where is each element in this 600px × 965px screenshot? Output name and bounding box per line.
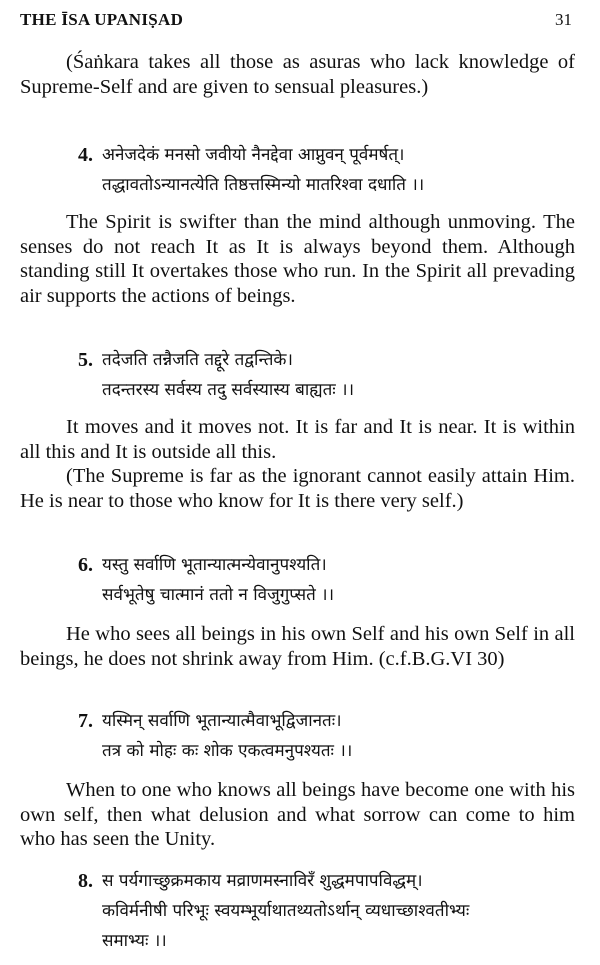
verse-line: समाभ्यः ।।	[102, 931, 167, 951]
verse-line: कविर्मनीषी परिभूः स्वयम्भूर्याथातथ्यतोऽर्थान् व्यधाच्छाश्वतीभ्यः	[102, 901, 470, 921]
commentary-paragraph: (The Supreme is far as the ignorant cannot easily attain Him. He is near to those who know for It is there very self.)	[20, 465, 575, 512]
translation-paragraph: The Spirit is swifter than the mind although unmoving. The senses do not reach It as It is always beyond them. Although standing still It overtakes those who run. In the Spirit all prevading air supports the actions of beings.	[20, 211, 575, 307]
verse-number: 8.	[78, 870, 93, 892]
commentary-paragraph: (Śaṅkara takes all those as asuras who lack knowledge of Supreme-Self and are given to sensual pleasures.)	[20, 51, 575, 98]
verse-number: 6.	[78, 554, 93, 576]
verse-number: 7.	[78, 710, 93, 732]
page-number: 31	[555, 10, 572, 29]
verse-line: यस्मिन् सर्वाणि भूतान्यात्मैवाभूद्विजानतः।	[102, 711, 342, 731]
translation-paragraph: When to one who knows all beings have become one with his own self, then what delusion and what sorrow can come to him who has seen the Unity.	[20, 779, 575, 850]
translation-paragraph: He who sees all beings in his own Self and his own Self in all beings, he does not shrink away from Him. (c.f.B.G.VI 30)	[20, 623, 575, 670]
verse-line: तदन्तरस्य सर्वस्य तदु सर्वस्यास्य बाह्यतः ।।	[102, 380, 355, 400]
verse-4	[78, 140, 578, 200]
verse-line: यस्तु सर्वाणि भूतान्यात्मन्येवानुपश्यति।	[102, 555, 327, 575]
verse-line: अनेजदेकं मनसो जवीयो नैनद्देवा आप्नुवन् पूर्वमर्षत्।	[102, 145, 405, 165]
verse-8	[78, 866, 578, 956]
page-header	[20, 10, 582, 36]
verse-number: 4.	[78, 144, 93, 166]
verse-number: 5.	[78, 349, 93, 371]
translation-paragraph: It moves and it moves not. It is far and It is near. It is within all this and It is outside all this.	[20, 416, 575, 463]
verse-line: तद्धावतोऽन्यानत्येति तिष्ठत्तस्मिन्यो मातरिश्वा दधाति ।।	[102, 175, 425, 195]
verse-line: तदेजति तन्नैजति तद्दूरे तद्वन्तिके।	[102, 350, 293, 370]
running-title: THE ĪSA UPANIṢAD	[20, 10, 184, 29]
verse-line: सर्वभूतेषु चात्मानं ततो न विजुगुप्सते ।।	[102, 585, 335, 605]
verse-6	[78, 550, 578, 610]
verse-line: तत्र को मोहः कः शोक एकत्वमनुपश्यतः ।।	[102, 741, 353, 761]
verse-7	[78, 706, 578, 766]
verse-line: स पर्यगाच्छुक्रमकाय मव्राणमस्नाविरँ शुद्धमपापविद्धम्।	[102, 871, 423, 891]
verse-5	[78, 345, 578, 405]
